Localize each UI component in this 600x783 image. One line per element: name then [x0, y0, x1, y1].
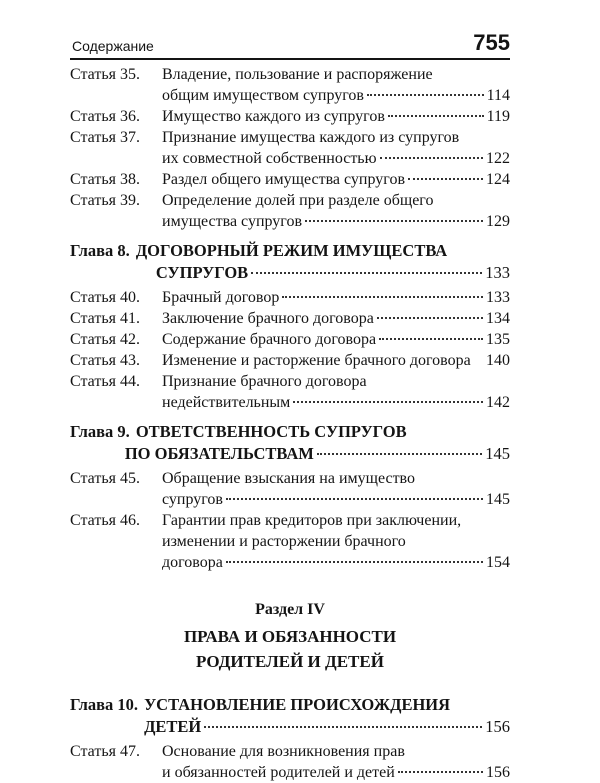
- article-page: 134: [486, 310, 510, 327]
- chapter-page: 133: [485, 263, 510, 282]
- article-title-line: Признание брачного договора: [162, 373, 367, 390]
- article-title-line: Раздел общего имущества супругов: [162, 171, 405, 188]
- article-title-line: Имущество каждого из супругов: [162, 108, 385, 125]
- article-number: Статья 38.: [70, 171, 140, 188]
- dot-leader: [377, 317, 483, 319]
- toc-entry[interactable]: [70, 350, 510, 371]
- article-group: [70, 468, 510, 573]
- dot-leader: [379, 338, 483, 340]
- article-page: 122: [486, 150, 510, 167]
- article-title-line: имущества супругов: [162, 213, 303, 230]
- article-number: Статья 36.: [70, 108, 140, 125]
- article-title-line: изменении и расторжении брачного: [162, 533, 406, 550]
- toc-entry[interactable]: [70, 329, 510, 350]
- dot-leader: [388, 115, 484, 117]
- chapter-page: 156: [485, 717, 510, 736]
- article-title-line: Изменение и расторжение брачного договора: [162, 352, 471, 369]
- article-title-line: Брачный договор: [162, 289, 280, 306]
- part-heading: [70, 597, 510, 674]
- article-title-line: их совместной собственностью: [162, 150, 377, 167]
- chapter-label: Глава 10.: [70, 695, 139, 714]
- chapter-page: 145: [485, 444, 510, 463]
- dot-leader: [408, 178, 483, 180]
- part-title-line: ПРАВА И ОБЯЗАННОСТИ: [183, 627, 397, 646]
- article-group: [70, 64, 510, 232]
- toc-entry[interactable]: [70, 510, 510, 573]
- dot-leader: [251, 272, 482, 274]
- dot-leader: [305, 220, 483, 222]
- chapter-label: Глава 8.: [70, 241, 130, 260]
- toc-entry[interactable]: [70, 190, 510, 232]
- article-number: Статья 42.: [70, 331, 140, 348]
- article-title-line: договора: [162, 554, 223, 571]
- chapter-title-line: ПО ОБЯЗАТЕЛЬСТВАМ: [124, 444, 314, 463]
- article-title-line: общим имуществом супругов: [162, 87, 364, 104]
- dot-leader: [380, 157, 483, 159]
- dot-leader: [226, 561, 483, 563]
- dot-leader: [204, 726, 482, 728]
- chapter-title-line: ДЕТЕЙ: [144, 717, 202, 736]
- article-title-line: Обращение взыскания на имущество: [162, 470, 415, 487]
- part-title-line: РОДИТЕЛЕЙ И ДЕТЕЙ: [196, 652, 384, 671]
- article-page: 156: [486, 764, 510, 781]
- article-number: Статья 43.: [70, 352, 140, 369]
- running-header: [70, 28, 510, 60]
- article-number: Статья 40.: [70, 289, 140, 306]
- article-number: Статья 39.: [70, 192, 140, 209]
- article-title-line: Гарантии прав кредиторов при заключении,: [162, 512, 462, 529]
- table-of-contents: [70, 64, 510, 783]
- article-page: 133: [486, 289, 510, 306]
- article-page: 114: [486, 87, 510, 104]
- article-page: 142: [486, 394, 510, 411]
- article-group: [70, 287, 510, 413]
- article-group: [70, 741, 510, 783]
- chapter-heading[interactable]: [70, 694, 510, 738]
- article-title-line: Признание имущества каждого из супругов: [162, 129, 460, 146]
- article-page: 154: [486, 554, 510, 571]
- toc-entry[interactable]: [70, 287, 510, 308]
- chapter-heading[interactable]: [70, 421, 510, 465]
- article-number: Статья 35.: [70, 66, 140, 83]
- chapter-title-line: УСТАНОВЛЕНИЕ ПРОИСХОЖДЕНИЯ: [144, 695, 451, 714]
- chapter-heading[interactable]: [70, 240, 510, 284]
- article-title-line: Заключение брачного договора: [162, 310, 374, 327]
- dot-leader: [293, 401, 483, 403]
- article-page: 145: [486, 491, 510, 508]
- article-number: Статья 45.: [70, 470, 140, 487]
- dot-leader: [367, 94, 484, 96]
- toc-entry[interactable]: [70, 308, 510, 329]
- dot-leader: [398, 771, 483, 773]
- article-title-line: недействительным: [162, 394, 291, 411]
- running-header-section: Содержание: [72, 38, 154, 54]
- toc-entry[interactable]: [70, 741, 510, 783]
- part-label: Раздел IV: [255, 601, 325, 618]
- toc-entry[interactable]: [70, 371, 510, 413]
- article-page: 119: [486, 108, 510, 125]
- article-page: 129: [486, 213, 510, 230]
- article-number: Статья 41.: [70, 310, 140, 327]
- article-number: Статья 44.: [70, 373, 140, 390]
- dot-leader: [226, 498, 483, 500]
- chapter-label: Глава 9.: [70, 422, 130, 441]
- article-title-line: Основание для возникновения прав: [162, 743, 405, 760]
- chapter-title-line: ДОГОВОРНЫЙ РЕЖИМ ИМУЩЕСТВА: [135, 241, 448, 260]
- article-title-line: Владение, пользование и распоряжение: [162, 66, 433, 83]
- article-title-line: Содержание брачного договора: [162, 331, 377, 348]
- article-title-line: и обязанностей родителей и детей: [162, 764, 395, 781]
- dot-leader: [317, 453, 482, 455]
- article-number: Статья 47.: [70, 743, 140, 760]
- toc-entry[interactable]: [70, 169, 510, 190]
- toc-entry[interactable]: [70, 127, 510, 169]
- article-title-line: Определение долей при разделе общего: [162, 192, 434, 209]
- toc-entry[interactable]: [70, 64, 510, 106]
- toc-entry[interactable]: [70, 468, 510, 510]
- article-title-line: супругов: [162, 491, 223, 508]
- article-number: Статья 37.: [70, 129, 140, 146]
- article-number: Статья 46.: [70, 512, 140, 529]
- article-page: 140: [486, 352, 510, 369]
- article-page: 124: [486, 171, 510, 188]
- chapter-title-line: ОТВЕТСТВЕННОСТЬ СУПРУГОВ: [135, 422, 407, 441]
- chapter-title-line: СУПРУГОВ: [155, 263, 249, 282]
- dot-leader: [282, 296, 483, 298]
- article-page: 135: [486, 331, 510, 348]
- toc-entry[interactable]: [70, 106, 510, 127]
- page-number: 755: [473, 30, 510, 55]
